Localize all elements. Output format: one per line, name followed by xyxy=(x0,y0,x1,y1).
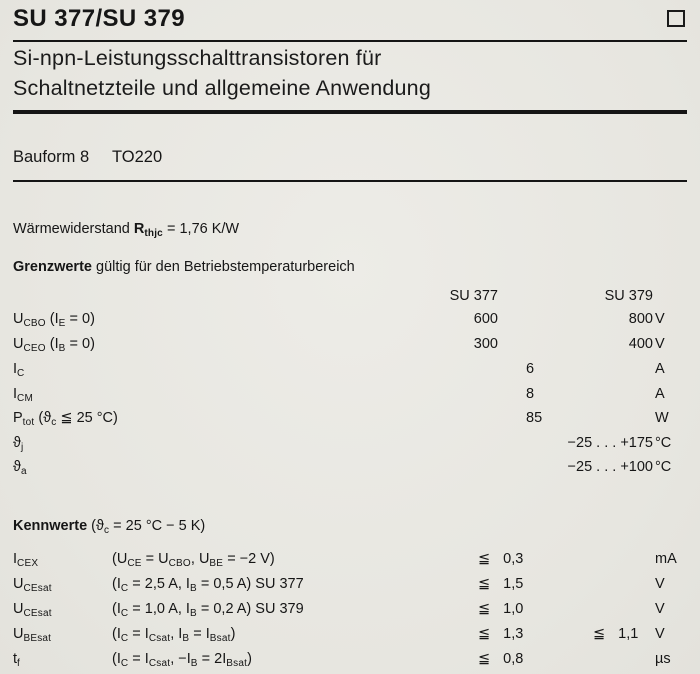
value-su379: 400 xyxy=(628,336,653,352)
param-condition: $ϑ_j$ xyxy=(13,435,24,453)
char-row-ubesat xyxy=(0,626,700,649)
unit: V xyxy=(655,336,665,352)
value: 8 xyxy=(526,386,535,402)
condition: ($I_C = I_{Csat}$, $I_B = I_{Bsat}$) xyxy=(112,626,236,644)
divider-under-title xyxy=(13,40,687,42)
limit-value: ≦ 1,0 xyxy=(478,601,524,617)
char-row-icex xyxy=(0,551,700,574)
limit-row-theta-a xyxy=(0,459,700,482)
limit-value: ≦ 0,3 xyxy=(478,551,524,567)
char-row-ucesat-su377 xyxy=(0,576,700,599)
limit-value-su379: ≦ 1,1 xyxy=(593,626,639,642)
package-row xyxy=(0,148,700,170)
param: $U_{CEsat}$ xyxy=(13,576,52,594)
column-header-row xyxy=(0,288,700,311)
unit: V xyxy=(655,311,665,327)
divider-thick xyxy=(13,110,687,114)
param-condition: $I_C$ xyxy=(13,361,25,379)
limit-value: ≦ 1,5 xyxy=(478,576,524,592)
page-title: SU 377/SU 379 xyxy=(13,5,185,32)
unit: °C xyxy=(655,459,672,475)
limit-value-su377: ≦ 1,3 xyxy=(478,626,524,642)
unit: A xyxy=(655,361,665,377)
condition: ($U_{CE} = U_{CBO}$, $U_{BE} = -2$ V) xyxy=(112,551,275,569)
divider-under-package xyxy=(13,180,687,182)
condition: ($I_C = 1,0$ A, $I_B = 0,2$ A) SU 379 xyxy=(112,601,304,619)
param-condition: $U_{CBO}$ $(I_E = 0)$ xyxy=(13,311,95,329)
condition: ($I_C = 2,5$ A, $I_B = 0,5$ A) SU 377 xyxy=(112,576,304,594)
subtitle-line2: Schaltnetzteile und allgemeine Anwendung xyxy=(13,76,431,100)
limit-row-ucbo xyxy=(0,311,700,334)
package-name: TO220 xyxy=(112,148,163,166)
value: 85 xyxy=(526,410,543,426)
unit: µs xyxy=(655,651,671,667)
unit: A xyxy=(655,386,665,402)
limit-row-icm xyxy=(0,386,700,409)
value-su377: 300 xyxy=(473,336,498,352)
char-row-tf xyxy=(0,651,700,674)
value-range: −25 . . . +175 xyxy=(567,435,653,451)
thermal-resistance-line: Wärmewiderstand $R_{thjc} = 1,76$ K/W xyxy=(13,221,240,239)
param-condition: $ϑ_a$ xyxy=(13,459,27,477)
value-range: −25 . . . +100 xyxy=(567,459,653,475)
param: $I_{CEX}$ xyxy=(13,551,39,569)
grenzwerte-heading: Grenzwerte gültig für den Betriebstemperaturbereich xyxy=(13,259,355,275)
unit: V xyxy=(655,576,665,592)
param: $U_{BEsat}$ xyxy=(13,626,52,644)
corner-square-icon xyxy=(667,10,685,27)
limit-row-uceo xyxy=(0,336,700,359)
char-row-ucesat-su379 xyxy=(0,601,700,624)
unit: V xyxy=(655,626,665,642)
limit-row-theta-j xyxy=(0,435,700,458)
unit: °C xyxy=(655,435,672,451)
kennwerte-heading: Kennwerte ($ϑ_c = 25$ °C − 5 K) xyxy=(13,518,206,536)
param: $t_f$ xyxy=(13,651,21,669)
param-condition: $I_{CM}$ xyxy=(13,386,33,404)
unit: V xyxy=(655,601,665,617)
col-header-su379: SU 379 xyxy=(604,288,653,304)
value-su379: 800 xyxy=(628,311,653,327)
param: $U_{CEsat}$ xyxy=(13,601,52,619)
param-condition: $U_{CEO}$ $(I_B = 0)$ xyxy=(13,336,95,354)
unit: mA xyxy=(655,551,677,567)
limit-value: ≦ 0,8 xyxy=(478,651,524,667)
limit-row-ic xyxy=(0,361,700,384)
col-header-su377: SU 377 xyxy=(449,288,498,304)
param-condition: $P_{tot}$ ($ϑ_c$ ≦ 25 °C) xyxy=(13,410,118,428)
bauform-label: Bauform 8 xyxy=(13,148,90,166)
value: 6 xyxy=(526,361,535,377)
condition: ($I_C = I_{Csat}$, $-I_B = 2I_{Bsat}$) xyxy=(112,651,252,669)
value-su377: 600 xyxy=(473,311,498,327)
unit: W xyxy=(655,410,669,426)
limit-row-ptot xyxy=(0,410,700,433)
subtitle-line1: Si-npn-Leistungsschalttransistoren für xyxy=(13,46,382,70)
